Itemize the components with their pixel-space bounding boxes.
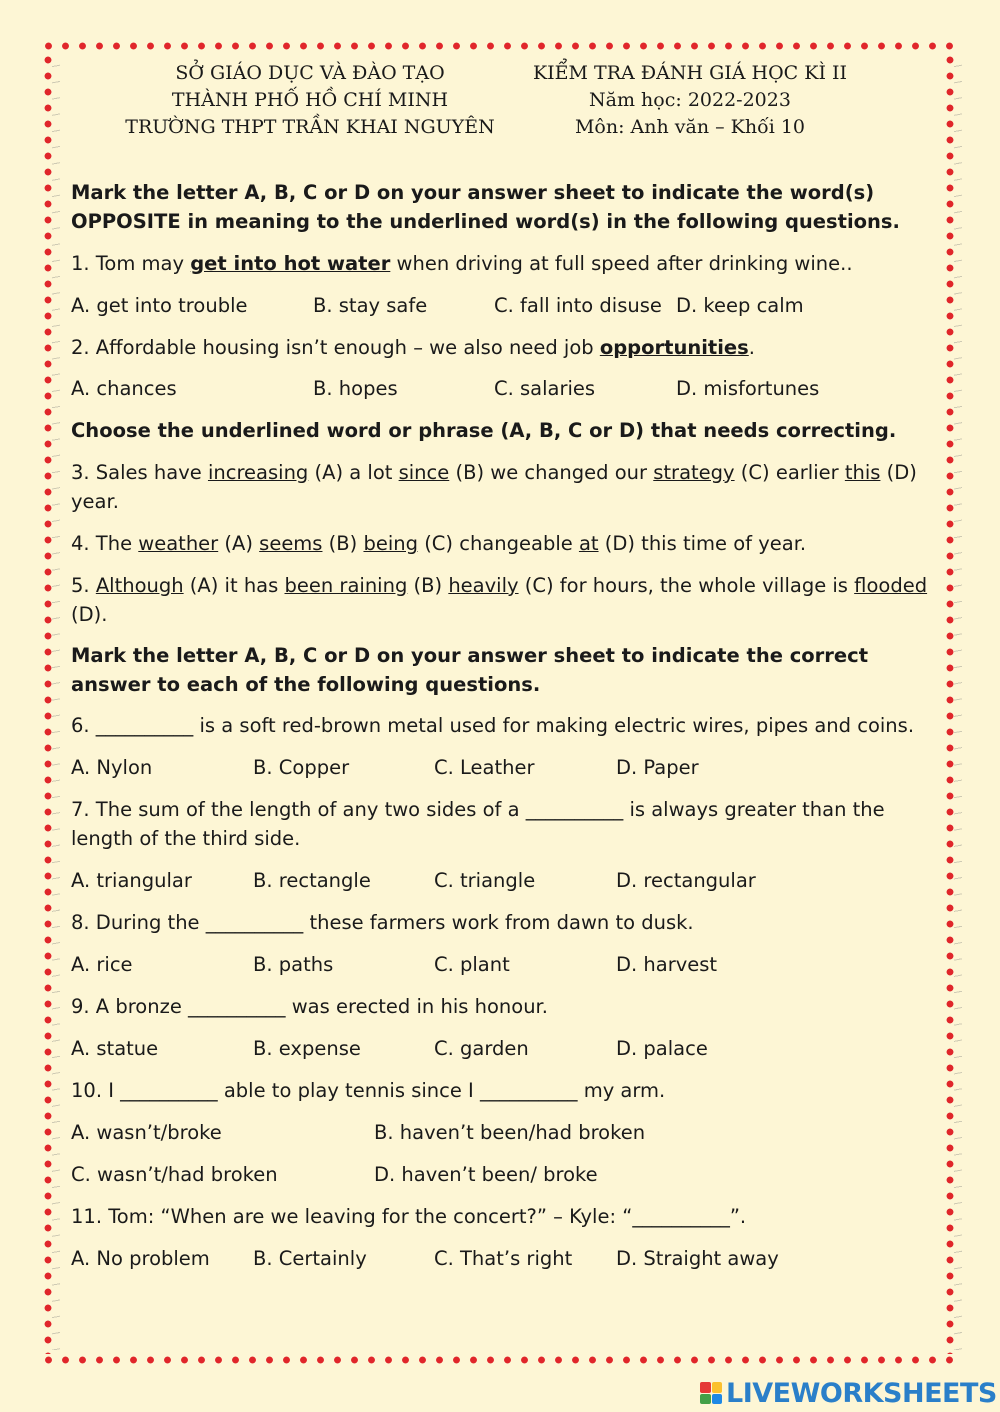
question-6: 6. __________ is a soft red-brown metal used for making electric wires, pipes and coins. <box>71 714 915 737</box>
border-ticks-right <box>954 60 962 1350</box>
question-3: 3. Sales have increasing (A) a lot since (B) we changed our strategy (C) earlier this (D) year. <box>71 461 917 513</box>
options-8 <box>71 950 941 979</box>
underlined-b[interactable]: seems <box>259 532 323 555</box>
option-d[interactable]: D. Straight away <box>616 1247 779 1270</box>
section-2-instruction: Choose the underlined word or phrase (A, B, C or D) that needs correcting. <box>71 419 897 442</box>
option-d[interactable]: D. Paper <box>616 756 699 779</box>
option-b[interactable]: B. haven’t been/had broken <box>374 1121 646 1144</box>
instruction-line: answer to each of the following questions. <box>71 673 541 696</box>
option-c[interactable]: C. wasn’t/had broken <box>71 1163 278 1186</box>
underlined-d[interactable]: at <box>578 532 599 555</box>
option-b[interactable]: B. expense <box>253 1037 361 1060</box>
option-d[interactable]: D. misfortunes <box>676 377 820 400</box>
underlined-a[interactable]: increasing <box>207 461 309 484</box>
instruction-line: Mark the letter A, B, C or D on your answer sheet to indicate the correct <box>71 644 869 667</box>
school-info <box>110 60 510 141</box>
option-a[interactable]: A. chances <box>71 377 177 400</box>
page-border-top <box>40 40 960 52</box>
options-1 <box>71 291 941 320</box>
option-c[interactable]: C. fall into disuse <box>494 294 662 317</box>
option-b[interactable]: B. hopes <box>313 377 398 400</box>
option-a[interactable]: A. wasn’t/broke <box>71 1121 222 1144</box>
underlined-a[interactable]: weather <box>138 532 219 555</box>
option-a[interactable]: A. statue <box>71 1037 159 1060</box>
logo-square <box>700 1394 711 1405</box>
options-9 <box>71 1034 941 1063</box>
city-name: THÀNH PHỐ HỒ CHÍ MINH <box>171 89 449 111</box>
department-name: SỞ GIÁO DỤC VÀ ĐÀO TẠO <box>175 62 445 84</box>
option-a[interactable]: A. Nylon <box>71 756 153 779</box>
underlined-c[interactable]: heavily <box>448 574 519 597</box>
question-9: 9. A bronze __________ was erected in his honour. <box>71 995 548 1018</box>
instruction-line: Mark the letter A, B, C or D on your answer sheet to indicate the word(s) <box>71 181 875 204</box>
liveworksheets-logo-icon <box>700 1382 722 1404</box>
page-border-bottom <box>40 1354 960 1366</box>
option-c[interactable]: C. triangle <box>434 869 536 892</box>
option-c[interactable]: C. garden <box>434 1037 529 1060</box>
logo-square <box>700 1382 711 1393</box>
question-10: 10. I __________ able to play tennis since I __________ my arm. <box>71 1079 666 1102</box>
underlined-a[interactable]: Although <box>95 574 184 597</box>
logo-square <box>712 1382 723 1393</box>
option-c[interactable]: C. salaries <box>494 377 596 400</box>
instruction-line: OPPOSITE in meaning to the underlined word(s) in the following questions. <box>71 210 900 233</box>
underlined-phrase: get into hot water <box>190 252 391 275</box>
underlined-d[interactable]: this <box>844 461 881 484</box>
logo-text: LIVEWORKSHEETS <box>726 1377 997 1409</box>
option-d[interactable]: D. palace <box>616 1037 708 1060</box>
underlined-c[interactable]: being <box>363 532 418 555</box>
section-1-instruction <box>71 178 941 236</box>
section-3-instruction <box>71 641 941 699</box>
option-b[interactable]: B. Certainly <box>253 1247 367 1270</box>
logo-square <box>712 1394 723 1405</box>
options-10-cd <box>71 1160 941 1189</box>
option-d[interactable]: D. haven’t been/ broke <box>374 1163 598 1186</box>
underlined-b[interactable]: since <box>398 461 450 484</box>
underlined-b[interactable]: been raining <box>284 574 408 597</box>
underlined-word: opportunities <box>599 336 749 359</box>
option-a[interactable]: A. rice <box>71 953 133 976</box>
option-b[interactable]: B. stay safe <box>313 294 428 317</box>
option-d[interactable]: D. harvest <box>616 953 718 976</box>
option-b[interactable]: B. rectangle <box>253 869 371 892</box>
options-6 <box>71 753 941 782</box>
underlined-c[interactable]: strategy <box>653 461 735 484</box>
exam-title: KIỂM TRA ĐÁNH GIÁ HỌC KÌ II <box>532 62 847 84</box>
question-7: 7. The sum of the length of any two sides of a __________ is always greater than the length of the third side. <box>71 798 885 850</box>
options-10-ab <box>71 1118 941 1147</box>
exam-content <box>71 176 941 1273</box>
question-4: 4. The weather (A) seems (B) being (C) changeable at (D) this time of year. <box>71 532 807 555</box>
question-1: 1. Tom may get into hot water when driving at full speed after drinking wine.. <box>71 252 853 275</box>
border-ticks-left <box>52 60 60 1350</box>
option-d[interactable]: D. keep calm <box>676 294 804 317</box>
liveworksheets-logo[interactable] <box>700 1376 997 1410</box>
question-2: 2. Affordable housing isn’t enough – we also need job opportunities. <box>71 336 755 359</box>
option-a[interactable]: A. triangular <box>71 869 192 892</box>
underlined-d[interactable]: flooded <box>854 574 928 597</box>
options-11 <box>71 1244 941 1273</box>
page-border-right <box>944 52 956 1354</box>
page-border-left <box>42 52 54 1354</box>
school-name: TRƯỜNG THPT TRẦN KHAI NGUYÊN <box>125 116 495 138</box>
option-c[interactable]: C. plant <box>434 953 510 976</box>
subject: Môn: Anh văn – Khối 10 <box>574 116 806 138</box>
options-2 <box>71 374 941 403</box>
question-8: 8. During the __________ these farmers work from dawn to dusk. <box>71 911 694 934</box>
option-d[interactable]: D. rectangular <box>616 869 756 892</box>
school-year: Năm học: 2022-2023 <box>589 89 791 111</box>
option-a[interactable]: A. No problem <box>71 1247 210 1270</box>
question-5: 5. Although (A) it has been raining (B) heavily (C) for hours, the whole village is flooded (D). <box>71 574 928 626</box>
option-c[interactable]: C. That’s right <box>434 1247 573 1270</box>
options-7 <box>71 866 941 895</box>
option-b[interactable]: B. Copper <box>253 756 350 779</box>
option-c[interactable]: C. Leather <box>434 756 535 779</box>
option-a[interactable]: A. get into trouble <box>71 294 248 317</box>
option-b[interactable]: B. paths <box>253 953 334 976</box>
question-11: 11. Tom: “When are we leaving for the concert?” – Kyle: “__________”. <box>71 1205 747 1228</box>
exam-info <box>500 60 880 141</box>
